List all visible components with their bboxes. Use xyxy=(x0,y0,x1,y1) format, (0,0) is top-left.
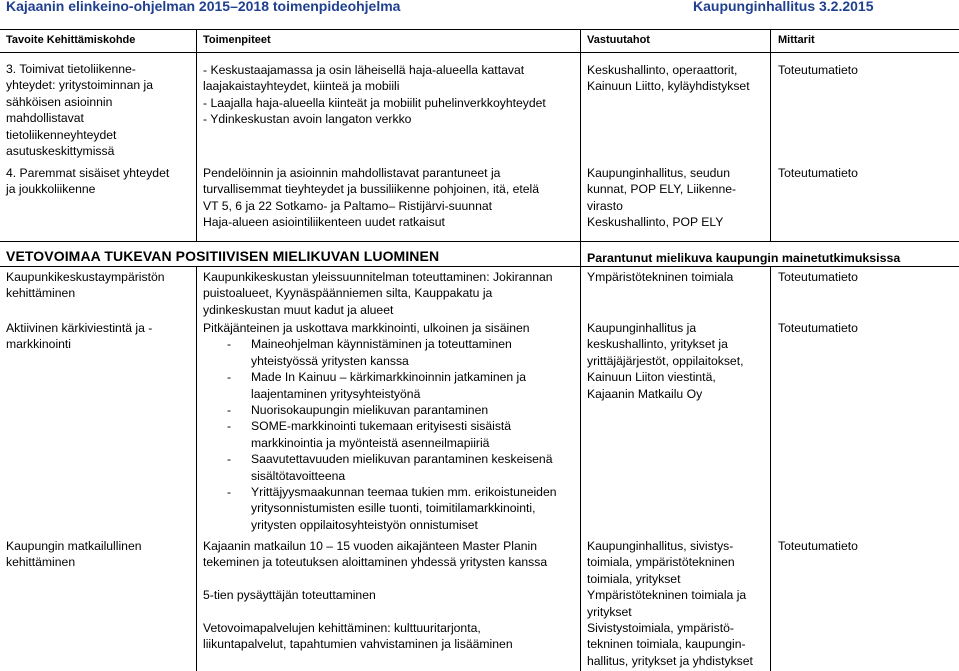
text-line: keskushallinto, yritykset ja xyxy=(587,337,728,352)
text-line: Kainuun Liitto, kyläyhdistykset xyxy=(587,79,750,94)
text-line: Kaupunkikeskustan yleissuunnitelman toteuttaminen: Jokirannan xyxy=(203,270,553,284)
spacer xyxy=(203,571,547,587)
list-item: - Yrittäjyysmaakunnan teemaa tukien mm. erikoistuneiden yritysonnistumisten esille tuonti, toimitilamarkkinointi, yritysten oppilaitosyhteistyön onnistumiset xyxy=(227,485,557,532)
text-line: 4. Paremmat sisäiset yhteydet xyxy=(6,166,170,180)
text-line: Yrittäjyysmaakunnan teemaa tukien mm. erikoistuneiden xyxy=(251,485,557,500)
text-line: - Laajalla haja-alueella kiinteät ja mobiilit puhelinverkkoyhteydet xyxy=(203,95,546,110)
text-line: hallitus, yritykset ja yhdistykset xyxy=(587,653,753,668)
list-item: - Saavutettavuuden mielikuvan parantaminen keskeisenä sisältötavoitteena xyxy=(203,451,557,484)
text-line: VT 5, 6 ja 22 Sotkamo- ja Paltamo– Ristijärvi-suunnat xyxy=(203,198,493,213)
text-line: Keskushallinto, POP ELY xyxy=(587,215,724,230)
text-line: ja joukkoliikenne xyxy=(6,182,96,197)
text-line: kunnat, POP ELY, Liikenne- xyxy=(587,182,737,197)
responsible-cell xyxy=(587,538,753,669)
divider xyxy=(770,266,771,671)
divider xyxy=(196,266,197,671)
text-line: kehittäminen xyxy=(6,555,76,570)
responsible-cell xyxy=(587,165,736,231)
text-line: Made In Kainuu – kärkimarkkinoinnin jatkaminen ja xyxy=(251,370,527,385)
text-line: 5-tien pysäyttäjän toteuttaminen xyxy=(203,588,376,603)
text-line: Kainuun Liiton viestintä, xyxy=(587,370,716,385)
text-line: toimiala, yritykset xyxy=(587,571,681,586)
text-line: SOME-markkinointi tukemaan erityisesti sisäistä xyxy=(251,419,512,434)
divider xyxy=(770,30,771,241)
text-line: tekeminen ja toteutuksen aloittaminen yhdessä yritysten kanssa xyxy=(203,555,548,570)
target-cell xyxy=(6,61,153,159)
text-line: yritysten oppilaitosyhteistyön onnistumiset xyxy=(251,517,478,532)
section-metric-title: Parantunut mielikuva kaupungin mainetutkimuksissa xyxy=(587,251,901,265)
text-line: Nuorisokaupungin mielikuvan parantaminen xyxy=(251,403,489,418)
divider xyxy=(0,241,959,242)
text-line: yhteydet: yritystoiminnan ja xyxy=(6,78,153,93)
header-target: Tavoite Kehittämiskohde xyxy=(6,34,136,46)
list-item: - Nuorisokaupungin mielikuvan parantaminen xyxy=(203,402,557,418)
text-line: Saavutettavuuden mielikuvan parantaminen keskeisenä xyxy=(251,452,553,467)
metric-cell: Toteutumatieto xyxy=(778,321,858,335)
text-line: yritysonnistumisten esille tuonti, toimitilamarkkinointi, xyxy=(251,501,536,516)
text-line: Haja-alueen asiointiliikenteen uudet ratkaisut xyxy=(203,215,445,230)
document-header xyxy=(0,0,959,16)
header-metrics: Mittarit xyxy=(778,34,815,46)
text-line: Keskushallinto, operaattorit, xyxy=(587,63,738,77)
target-cell xyxy=(6,165,169,198)
divider xyxy=(580,241,581,266)
text-line: - Keskustaajamassa ja osin läheisellä haja-alueella kattavat xyxy=(203,63,525,77)
text-line: virasto xyxy=(587,198,623,213)
text-line: Vetovoimapalvelujen kehittäminen: kulttuuritarjonta, xyxy=(203,621,481,635)
metric-cell: Toteutumatieto xyxy=(778,270,858,284)
responsible-cell xyxy=(587,62,750,95)
text-line: ydinkeskustan muut kadut ja alueet xyxy=(203,302,394,317)
text-line: Kaupunkikeskustaympäristön xyxy=(6,270,165,284)
text-line: tietoliikenneyhteydet xyxy=(6,127,117,142)
text-line: Pendelöinnin ja asioinnin mahdollistavat parantuneet ja xyxy=(203,166,501,180)
text-line: Kaupunginhallitus, sivistys- xyxy=(587,539,734,553)
text-line: yritykset xyxy=(587,604,632,619)
text-line: Kaupungin matkailullinen xyxy=(6,539,142,553)
target-cell xyxy=(6,269,165,302)
responsible-cell xyxy=(587,320,743,402)
text-line: Sivistystoimiala, ympäristö- xyxy=(587,621,734,636)
list-item: - SOME-markkinointi tukemaan erityisesti sisäistä markkinointia ja myönteistä asenneilmapiiriä xyxy=(203,418,557,451)
text-line: puistoalueet, Kyynäspäänniemen silta, Kauppakatu ja xyxy=(203,286,493,301)
document-title: Kajaanin elinkeino-ohjelman 2015–2018 toimenpideohjelma xyxy=(6,0,401,14)
section-title: VETOVOIMAA TUKEVAN POSITIIVISEN MIELIKUVAN LUOMINEN xyxy=(6,248,440,264)
metric-cell: Toteutumatieto xyxy=(778,63,858,77)
text-line: asutuskeskittymissä xyxy=(6,144,115,159)
text-line: Ympäristötekninen toimiala ja xyxy=(587,588,747,603)
responsible-cell: Ympäristötekninen toimiala xyxy=(587,270,734,284)
text-line: sähköisen asioinnin xyxy=(6,94,113,109)
text-line: Pitkäjänteinen ja uskottava markkinointi, ulkoinen ja sisäinen xyxy=(203,321,530,335)
list-item: - Maineohjelman käynnistäminen ja toteuttaminen yhteistyössä yritysten kanssa xyxy=(203,336,557,369)
target-cell xyxy=(6,320,152,353)
target-cell xyxy=(6,538,142,571)
text-line: turvallisemmat tieyhteydet ja bussiliikenne pohjoinen, itä, etelä xyxy=(203,182,540,197)
text-line: kehittäminen xyxy=(6,286,76,301)
text-line: yrittäjäjärjestöt, oppilaitokset, xyxy=(587,353,744,368)
divider xyxy=(580,266,581,671)
bullet-list xyxy=(203,336,557,533)
text-line: laajakaistayhteydet, kiinteä ja mobiili xyxy=(203,79,400,94)
actions-cell xyxy=(203,62,546,128)
text-line: - Ydinkeskustan avoin langaton verkko xyxy=(203,112,412,127)
text-line: Maineohjelman käynnistäminen ja toteuttaminen xyxy=(251,337,512,352)
divider xyxy=(196,30,197,241)
metric-cell: Toteutumatieto xyxy=(778,166,858,180)
text-line: laajentaminen yritysyhteistyönä xyxy=(251,386,421,401)
header-responsible: Vastuutahot xyxy=(587,34,650,46)
actions-cell xyxy=(203,269,553,318)
text-line: Kaupunginhallitus ja xyxy=(587,321,697,335)
text-line: tekninen toimiala, kaupungin- xyxy=(587,637,746,652)
text-line: 3. Toimivat tietoliikenne- xyxy=(6,62,136,76)
text-line: toimiala, ympäristötekninen xyxy=(587,555,735,570)
header-actions: Toimenpiteet xyxy=(203,34,271,46)
divider xyxy=(0,266,959,267)
actions-cell xyxy=(203,165,539,231)
metric-cell: Toteutumatieto xyxy=(778,539,858,553)
text-line: mahdollistavat xyxy=(6,111,84,126)
text-line: yhteistyössä yritysten kanssa xyxy=(251,353,409,368)
text-line: Kaupunginhallitus, seudun xyxy=(587,166,730,180)
text-line: sisältötavoitteena xyxy=(251,468,346,483)
text-line: Kajaanin matkailun 10 – 15 vuoden aikajänteen Master Planin xyxy=(203,539,538,553)
actions-cell xyxy=(203,320,557,533)
actions-cell xyxy=(203,538,547,653)
text-line: Kajaanin Matkailu Oy xyxy=(587,386,703,401)
text-line: liikuntapalvelut, tapahtumien vahvistaminen ja lisääminen xyxy=(203,637,513,652)
spacer xyxy=(203,604,547,620)
text-line: Aktiivinen kärkiviestintä ja - xyxy=(6,321,153,335)
list-item: - Made In Kainuu – kärkimarkkinoinnin jatkaminen ja laajentaminen yritysyhteistyönä xyxy=(203,369,557,402)
divider xyxy=(580,30,581,241)
text-line: markkinointi xyxy=(6,337,72,352)
table-header xyxy=(0,29,959,53)
meeting-date: Kaupunginhallitus 3.2.2015 xyxy=(693,0,874,14)
text-line: markkinointia ja myönteistä asenneilmapiiriä xyxy=(251,435,490,450)
